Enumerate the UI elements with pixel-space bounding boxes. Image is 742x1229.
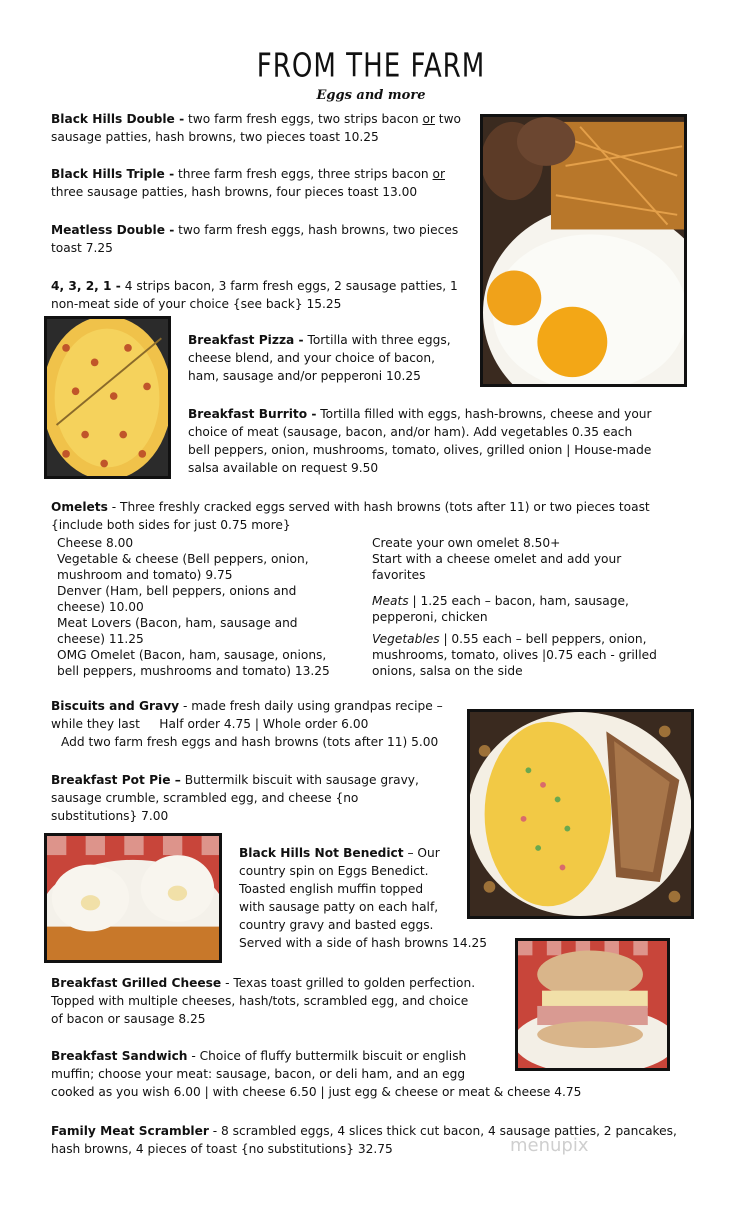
item-name: Biscuits and Gravy — [51, 699, 180, 713]
watermark: menupix — [510, 1135, 589, 1156]
item-desc: 4 strips bacon, 3 farm fresh eggs, 2 sausage patties, 1 — [120, 279, 458, 293]
item-desc: two farm fresh eggs, hash browns, two pieces — [174, 223, 459, 237]
vegetables-desc: | 0.55 each – bell peppers, onion, — [439, 632, 647, 646]
omelet-option: bell peppers, mushrooms and tomato) 13.25 — [57, 664, 330, 678]
item-desc: country gravy and basted eggs. — [239, 918, 434, 932]
item-desc: Topped with multiple cheeses, hash/tots, scrambled egg, and choice — [51, 994, 469, 1008]
item-desc: Toasted english muffin topped — [239, 882, 424, 896]
vegetables-desc-2: mushrooms, tomato, olives |0.75 each - grilled — [372, 648, 657, 662]
item-desc: - 8 scrambled eggs, 4 slices thick cut bacon, 4 sausage patties, 2 pancakes, — [208, 1124, 677, 1138]
not-benedict-photo — [44, 833, 222, 963]
item-name: Breakfast Grilled Cheese — [51, 976, 222, 990]
item-desc: with sausage patty on each half, — [239, 900, 439, 914]
menu-title: FROM THE FARM — [256, 45, 486, 85]
menu-subtitle: Eggs and more — [316, 88, 426, 103]
item-desc: two — [434, 112, 462, 126]
item-desc: hash browns, 4 pieces of toast {no substitutions} 32.75 — [51, 1142, 393, 1156]
item-desc: two farm fresh eggs, two strips bacon — [184, 112, 423, 126]
item-desc: - Three freshly cracked eggs served with hash browns (tots after 11) or two pieces toast — [107, 500, 650, 514]
vegetables-label: Vegetables — [372, 632, 440, 646]
item-name: Meatless Double - — [51, 223, 175, 237]
meats-desc-2: pepperoni, chicken — [372, 610, 488, 624]
item-desc: sausage crumble, scrambled egg, and cheese {no — [51, 791, 359, 805]
item-desc: toast 7.25 — [51, 241, 113, 255]
item-desc: substitutions} 7.00 — [51, 809, 169, 823]
item-desc: bell peppers, onion, mushrooms, tomato, olives, grilled onion | House-made — [188, 443, 652, 457]
item-name: 4, 3, 2, 1 - — [51, 279, 121, 293]
item-4-3-2-1 — [51, 277, 471, 313]
item-desc: salsa available on request 9.50 — [188, 461, 379, 475]
omelet-options-right — [372, 535, 702, 679]
item-desc: cheese blend, and your choice of bacon, — [188, 351, 435, 365]
item-black-hills-triple — [51, 165, 471, 201]
eggs-hashbrowns-photo — [480, 114, 687, 387]
item-name: Breakfast Pizza - — [188, 333, 304, 347]
omelet-option: OMG Omelet (Bacon, ham, sausage, onions, — [57, 648, 327, 662]
item-family-meat-scrambler — [51, 1122, 731, 1158]
item-desc: {include both sides for just 0.75 more} — [51, 518, 291, 532]
item-desc-or: or — [432, 167, 445, 181]
create-omelet-desc: Start with a cheese omelet and add your — [372, 552, 622, 566]
item-desc: while they last Half order 4.75 | Whole order 6.00 — [51, 717, 369, 731]
omelet-option: mushroom and tomato) 9.75 — [57, 568, 233, 582]
item-name: Black Hills Not Benedict — [239, 846, 404, 860]
item-black-hills-not-benedict — [239, 844, 509, 952]
breakfast-pizza-photo — [44, 316, 171, 479]
item-breakfast-pot-pie — [51, 771, 431, 825]
omelet-option: Cheese 8.00 — [57, 536, 134, 550]
item-desc-or: or — [422, 112, 435, 126]
item-desc: ham, sausage and/or pepperoni 10.25 — [188, 369, 421, 383]
meats-desc: | 1.25 each – bacon, ham, sausage, — [408, 594, 629, 608]
vegetables-desc-3: onions, salsa on the side — [372, 664, 523, 678]
item-breakfast-pizza — [188, 331, 473, 385]
create-omelet: Create your own omelet 8.50+ — [372, 536, 561, 550]
item-desc: Add two farm fresh eggs and hash browns (tots after 11) 5.00 — [61, 735, 439, 749]
item-name: Family Meat Scrambler — [51, 1124, 209, 1138]
item-desc: Served with a side of hash browns 14.25 — [239, 936, 487, 950]
meats-label: Meats — [372, 594, 409, 608]
item-desc: muffin; choose your meat: sausage, bacon, or deli ham, and an egg — [51, 1067, 466, 1081]
item-breakfast-burrito — [188, 405, 688, 477]
omelet-vegetables — [372, 631, 702, 647]
item-name: Breakfast Pot Pie – — [51, 773, 181, 787]
item-desc: - Choice of fluffy buttermilk biscuit or english — [187, 1049, 467, 1063]
item-name: Omelets — [51, 500, 108, 514]
omelet-option: cheese) 10.00 — [57, 600, 144, 614]
item-black-hills-double — [51, 110, 471, 146]
omelet-option: cheese) 11.25 — [57, 632, 144, 646]
omelet-option: Denver (Ham, bell peppers, onions and — [57, 584, 297, 598]
item-desc: non-meat side of your choice {see back} 15.25 — [51, 297, 342, 311]
omelet-option: Meat Lovers (Bacon, ham, sausage and — [57, 616, 298, 630]
item-desc: country spin on Eggs Benedict. — [239, 864, 429, 878]
item-breakfast-grilled-cheese — [51, 974, 511, 1028]
item-desc: - made fresh daily using grandpas recipe – — [179, 699, 443, 713]
create-omelet-desc: favorites — [372, 568, 426, 582]
omelet-meats — [372, 593, 702, 609]
item-desc: three farm fresh eggs, three strips bacon — [174, 167, 433, 181]
item-desc: of bacon or sausage 8.25 — [51, 1012, 206, 1026]
item-name: Breakfast Sandwich — [51, 1049, 188, 1063]
item-desc: Buttermilk biscuit with sausage gravy, — [180, 773, 419, 787]
item-desc: Tortilla with three eggs, — [303, 333, 451, 347]
item-desc: Tortilla filled with eggs, hash-browns, cheese and your — [316, 407, 652, 421]
item-meatless-double — [51, 221, 471, 257]
item-desc: choice of meat (sausage, bacon, and/or ham). Add vegetables 0.35 each — [188, 425, 633, 439]
item-name: Breakfast Burrito - — [188, 407, 317, 421]
item-desc: - Texas toast grilled to golden perfection. — [221, 976, 476, 990]
item-name: Black Hills Triple - — [51, 167, 175, 181]
item-breakfast-sandwich — [51, 1047, 671, 1101]
item-name: Black Hills Double - — [51, 112, 185, 126]
item-desc: cooked as you wish 6.00 | with cheese 6.50 | just egg & cheese or meat & cheese 4.75 — [51, 1085, 582, 1099]
omelet-options-left — [57, 535, 357, 679]
item-desc: sausage patties, hash browns, two pieces toast 10.25 — [51, 130, 379, 144]
item-desc: three sausage patties, hash browns, four pieces toast 13.00 — [51, 185, 418, 199]
item-biscuits-and-gravy — [51, 697, 461, 751]
omelet-option: Vegetable & cheese (Bell peppers, onion, — [57, 552, 309, 566]
item-desc: – Our — [403, 846, 440, 860]
item-omelets — [51, 498, 711, 534]
